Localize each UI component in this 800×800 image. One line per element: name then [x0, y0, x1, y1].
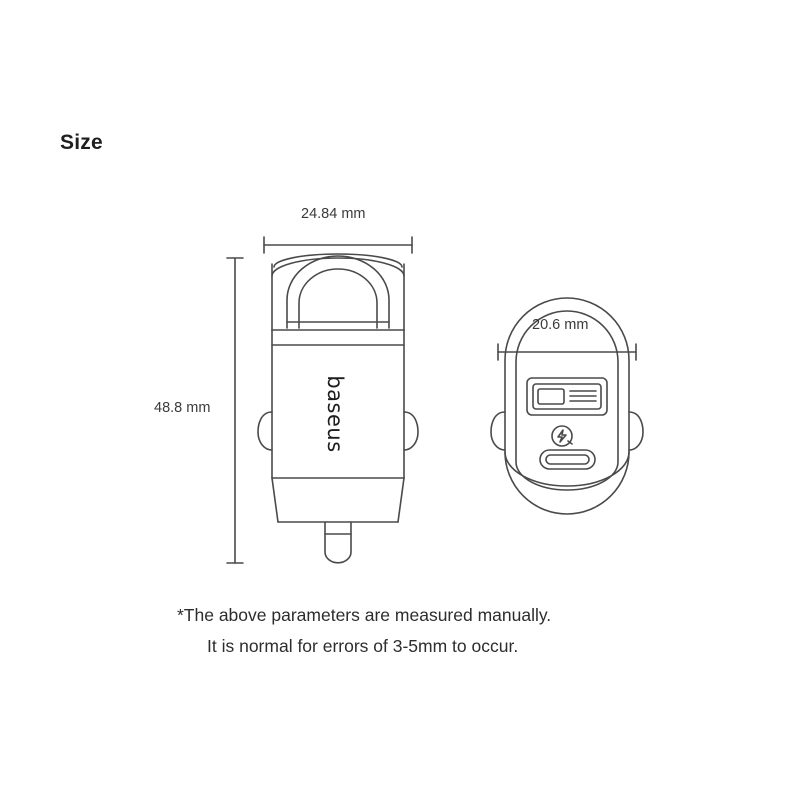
- usb-a-port: [527, 378, 607, 415]
- dimension-label-width-right: 20.6 mm: [532, 317, 589, 333]
- dimension-line-width-top: [264, 237, 412, 253]
- brand-logo: baseus: [323, 375, 347, 453]
- page-title: Size: [60, 131, 103, 154]
- usb-c-port: [540, 450, 595, 469]
- dimension-line-height-left: [227, 258, 243, 563]
- footnote-line-2: It is normal for errors of 3-5mm to occur.: [207, 636, 519, 656]
- footnote: [177, 600, 647, 662]
- dimension-label-width-top: 24.84 mm: [301, 206, 366, 222]
- quick-charge-icon: [552, 426, 572, 446]
- dimension-label-height-left: 48.8 mm: [154, 400, 211, 416]
- footnote-line-1: *The above parameters are measured manually.: [177, 605, 552, 625]
